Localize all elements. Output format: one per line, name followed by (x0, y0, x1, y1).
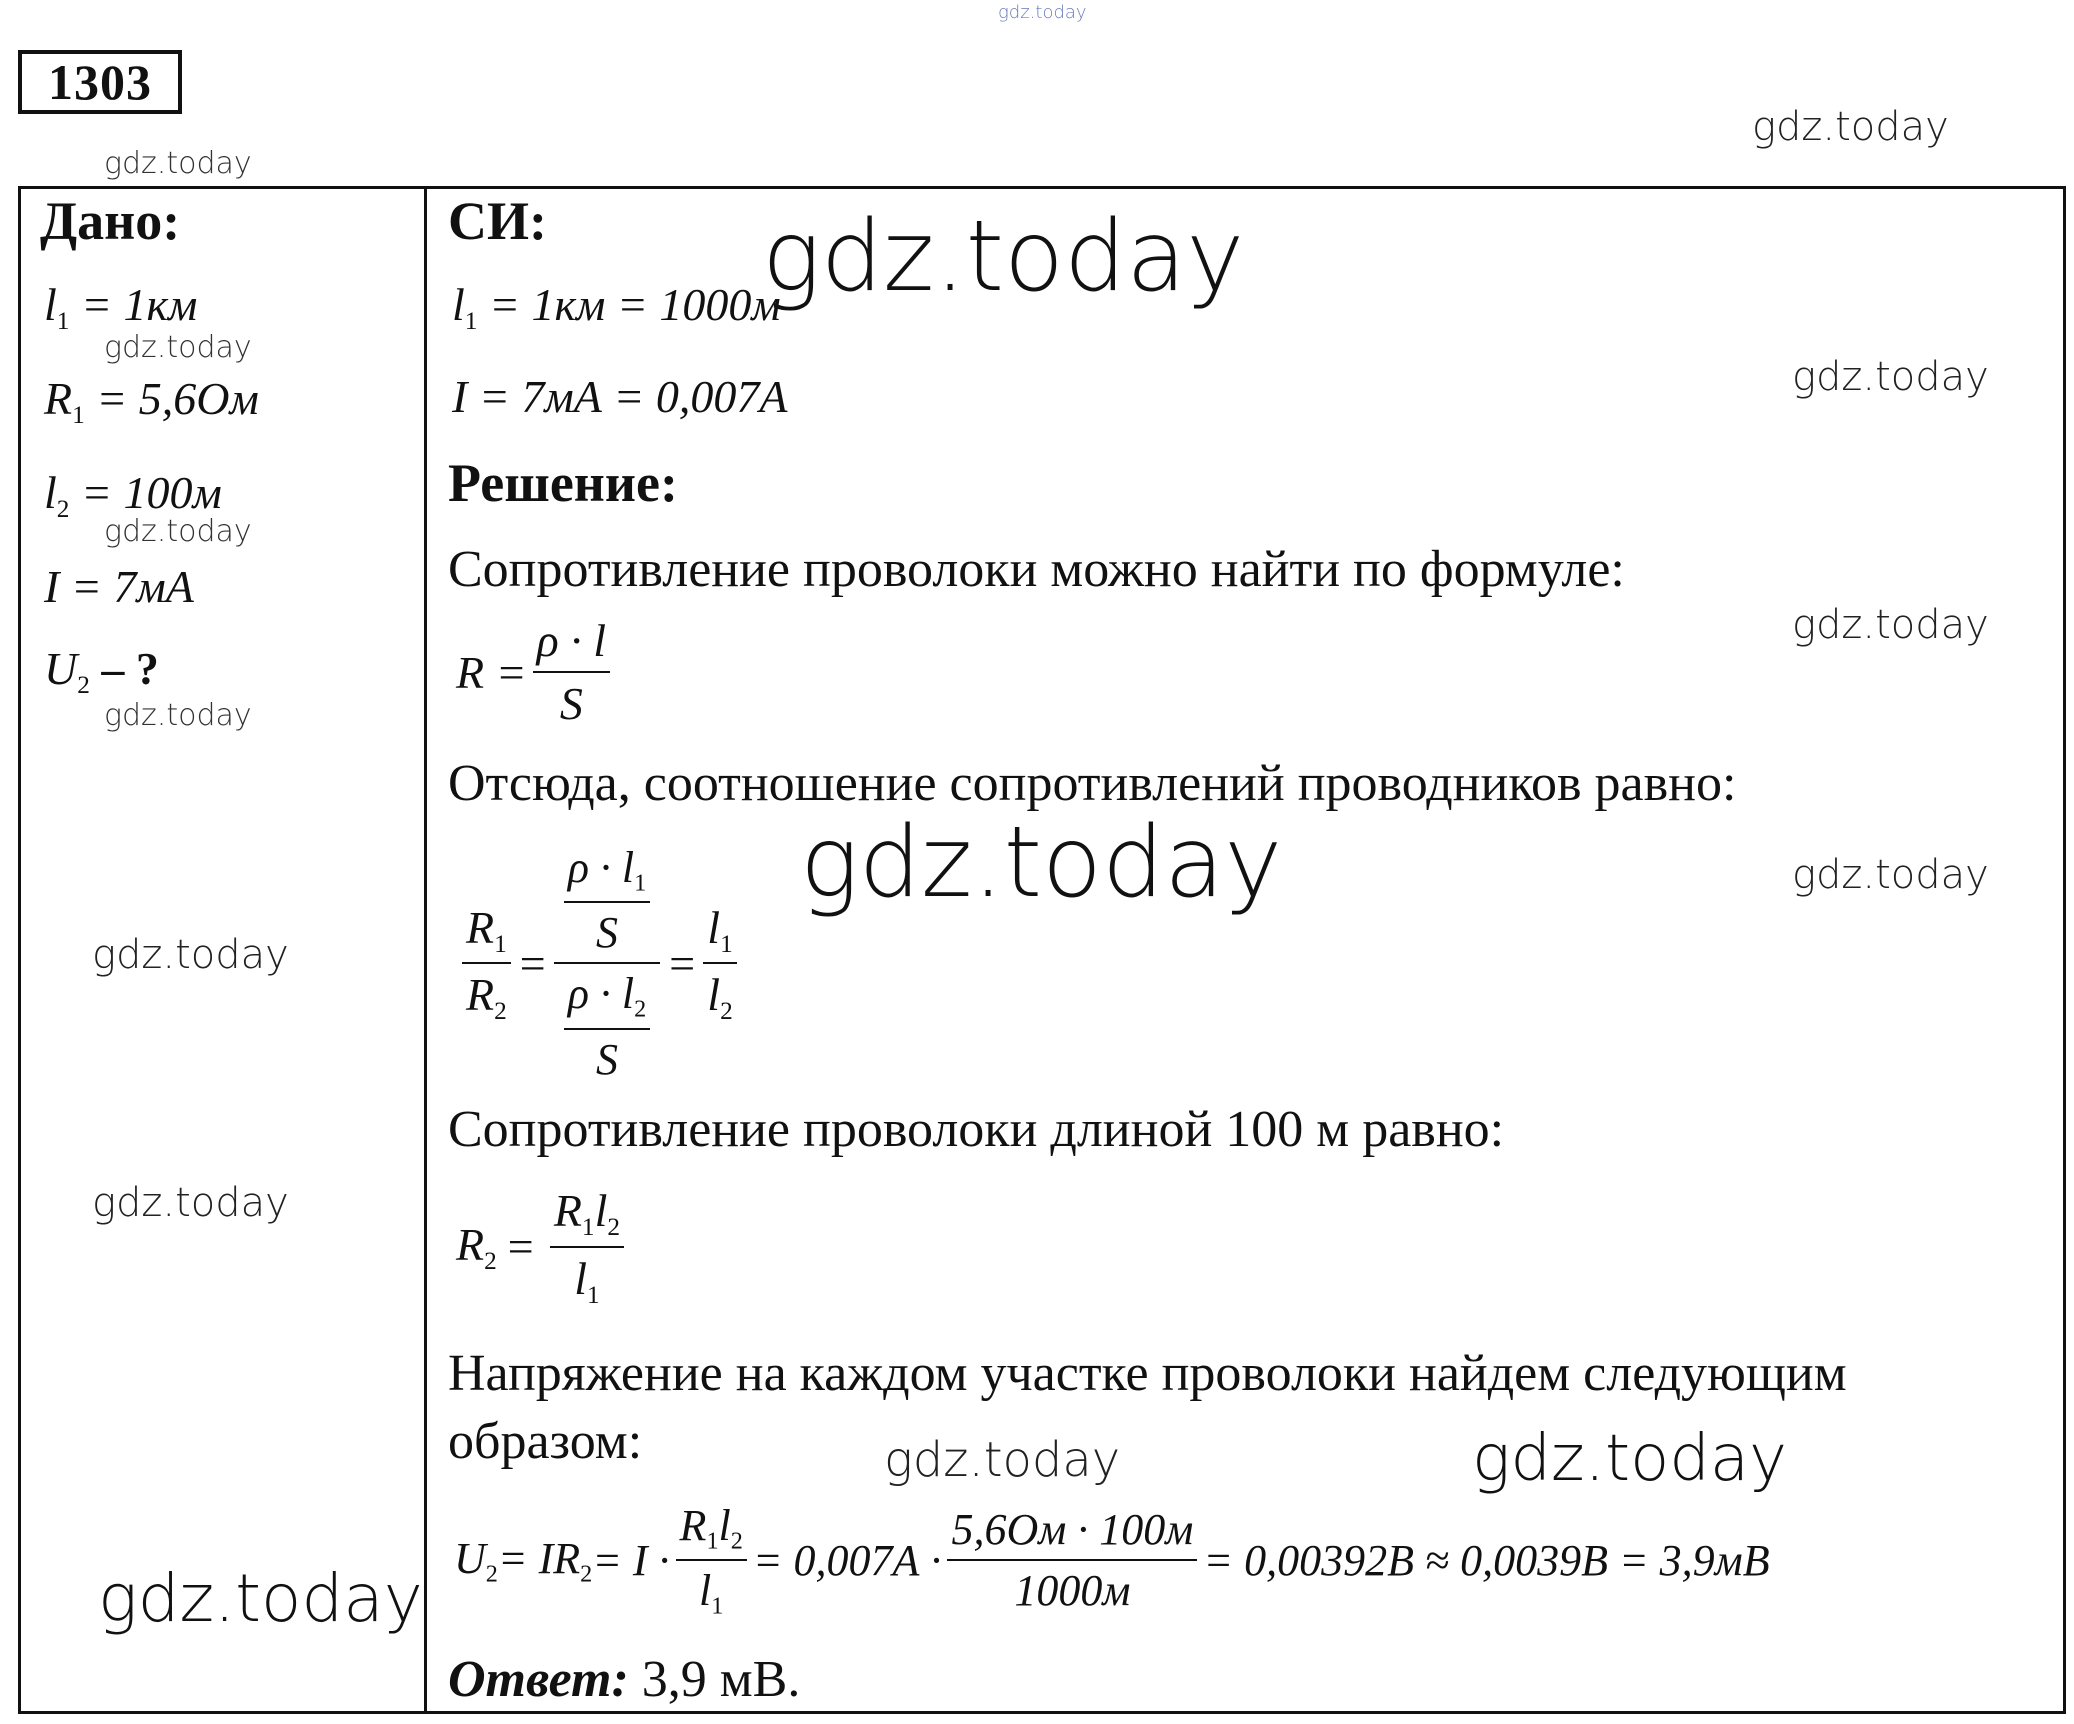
given-item-r1: $R_1 = 5,6Ом$ (44, 373, 259, 429)
solution-text-4-cont: образом: (448, 1413, 643, 1470)
watermark: gdz.today (98, 1560, 423, 1637)
watermark: gdz.today (800, 806, 1283, 920)
watermark: gdz.today (1792, 354, 1989, 400)
solution-title: Решение: (448, 453, 678, 513)
watermark: gdz.today (884, 1432, 1121, 1488)
given-item-unknown: $U_2$ – ? (44, 643, 159, 699)
formula-r2: $R_2$ = $\frac{R_1l_2}{l_1}$ (456, 1184, 630, 1310)
si-line-current: I = 7мА = 0,007А (452, 371, 788, 422)
watermark: gdz.today (1792, 602, 1989, 648)
watermark: gdz.today (104, 330, 252, 365)
given-item-l2: $l_2 = 100м$ (44, 467, 222, 523)
formula-resistance: R = $\frac{\rho \cdot l}{S}$ (456, 614, 616, 730)
solution-text-2: Отсюда, соотношение сопротивлений проводников равно: (448, 755, 1737, 812)
given-item-l1: $l_1 = 1км$ (44, 279, 198, 335)
solution-text-4: Напряжение на каждом участке проволоки найдем следующим (448, 1345, 1847, 1402)
given-item-current: I = 7мА (44, 561, 194, 612)
watermark: gdz.today (1792, 852, 1989, 898)
column-divider (424, 186, 427, 1714)
watermark: gdz.today (762, 200, 1245, 314)
answer-value: 3,9 мВ. (628, 1651, 801, 1708)
watermark: gdz.today (1752, 104, 1949, 150)
problem-number: 1303 (18, 50, 182, 114)
watermark: gdz.today (92, 1180, 289, 1226)
formula-voltage: $U_2$ = $IR_2$ = I · $\frac{R_1l_2}{l_1}$ = 0,007А · $\frac{5,6Ом \cdot 100м}{1000м}$ = 0,00392В ≈ 0,0039В = 3,9мВ (454, 1501, 1770, 1620)
answer-label: Ответ: (448, 1651, 629, 1708)
si-title: СИ: (448, 191, 547, 251)
watermark-top: gdz.today (998, 2, 1087, 23)
watermark: gdz.today (104, 514, 252, 549)
solution-text-1: Сопротивление проволоки можно найти по формуле: (448, 541, 1625, 598)
given-title: Дано: (40, 191, 181, 251)
solution-text-3: Сопротивление проволоки длиной 100 м равно: (448, 1101, 1505, 1158)
watermark: gdz.today (104, 698, 252, 733)
answer-line (448, 1650, 800, 1709)
watermark: gdz.today (104, 146, 252, 181)
watermark: gdz.today (1472, 1422, 1787, 1496)
watermark: gdz.today (92, 932, 289, 978)
si-line-length: $l_1 = 1км = 1000м$ (452, 279, 781, 335)
formula-ratio: $\frac{R_1}{R_2}$ = $\frac{\frac{\rho \cdot l_1}{S}}{\frac{\rho \cdot l_2}{S}}$ = $\frac{l_1}{l_2}$ (456, 842, 743, 1085)
